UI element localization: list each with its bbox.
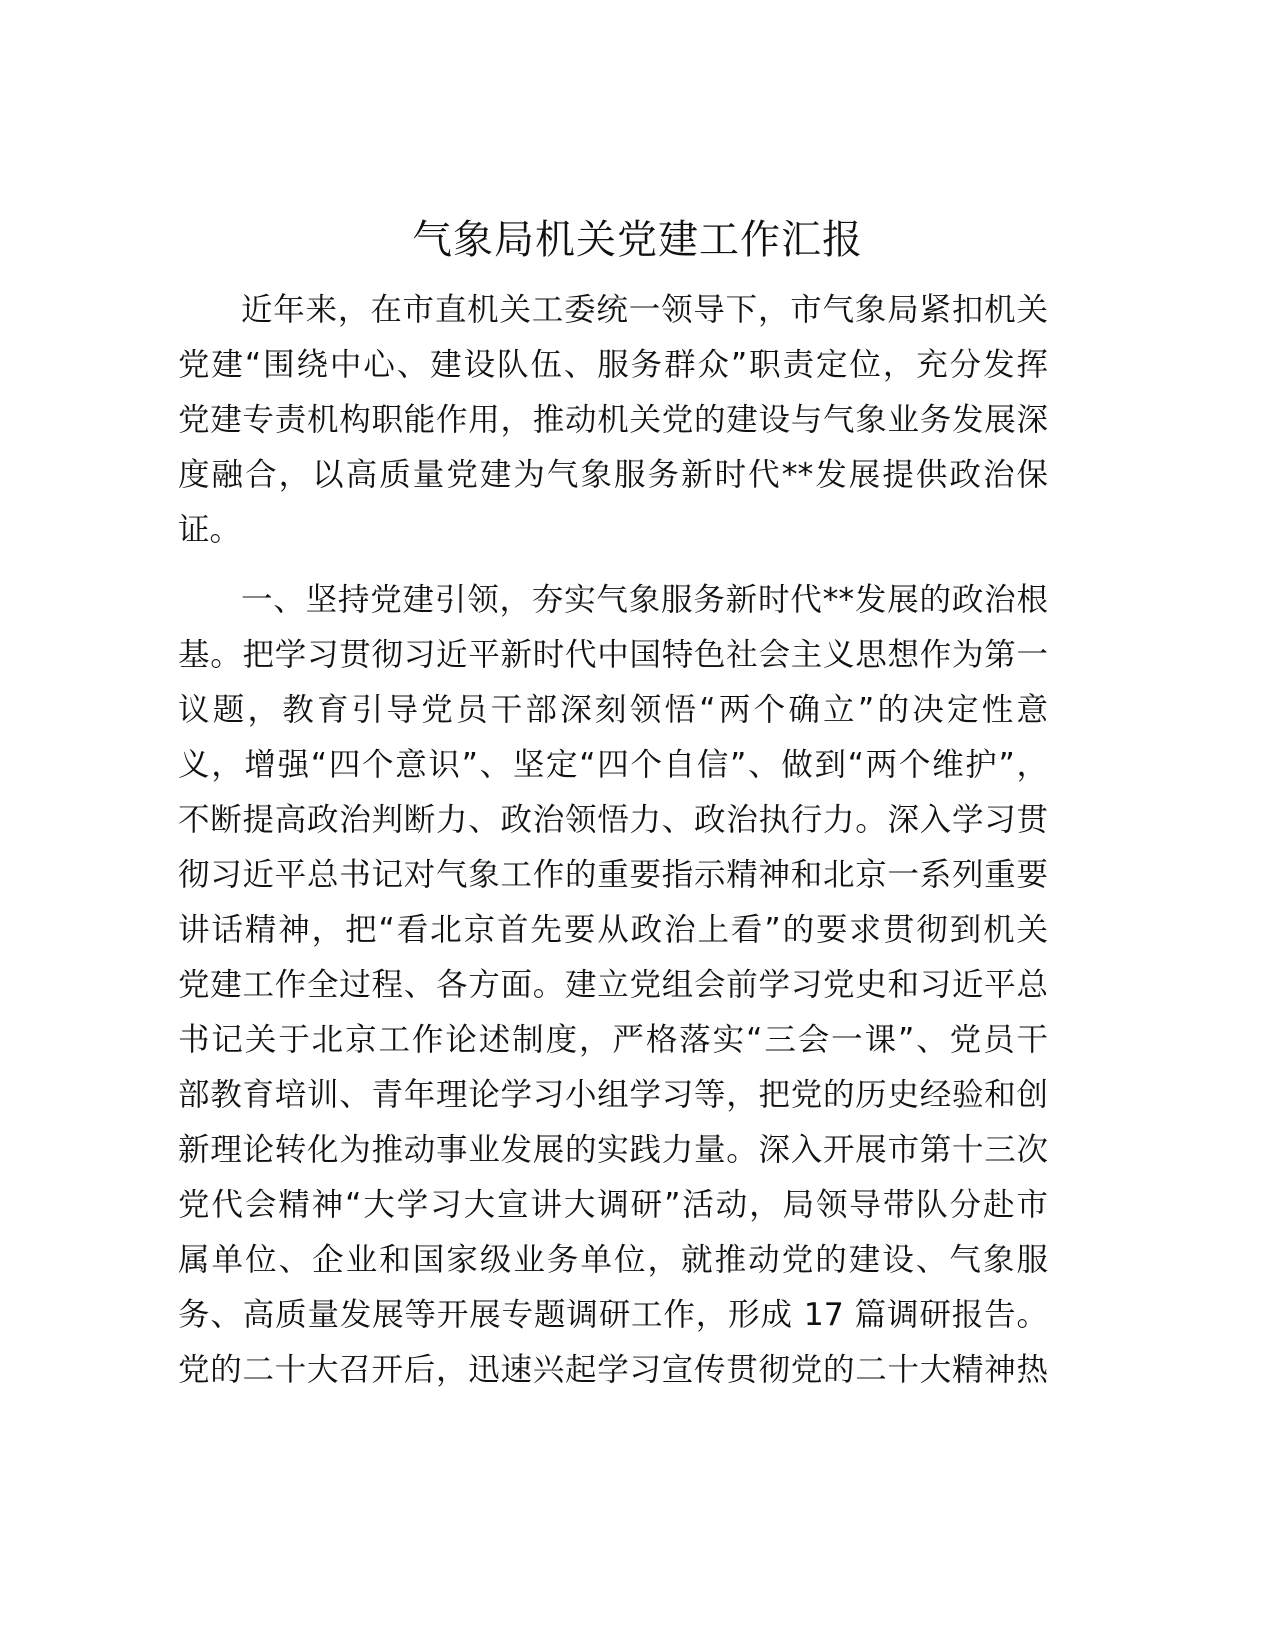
paragraph-line: 务、高质量发展等开展专题调研工作，形成 17 篇调研报告。: [178, 1297, 1048, 1333]
paragraph-line: 新理论转化为推动事业发展的实践力量。深入开展市第十三次: [178, 1132, 1048, 1168]
paragraph-intro: [178, 283, 1048, 558]
paragraph-line: 部教育培训、青年理论学习小组学习等，把党的历史经验和创: [178, 1077, 1048, 1113]
paragraph-line: 党的二十大召开后，迅速兴起学习宣传贯彻党的二十大精神热: [178, 1352, 1048, 1388]
document-title: 气象局机关党建工作汇报: [412, 217, 863, 263]
paragraph-line: 党建“围绕中心、建设队伍、服务群众”职责定位，充分发挥: [178, 347, 1048, 383]
section-heading-line: 一、坚持党建引领，夯实气象服务新时代**发展的政治根: [241, 582, 1048, 618]
paragraph-line: 义，增强“四个意识”、坚定“四个自信”、做到“两个维护”，: [178, 747, 1048, 783]
paragraph-section-1: [178, 573, 1048, 1398]
paragraph-line: 书记关于北京工作论述制度，严格落实“三会一课”、党员干: [178, 1022, 1048, 1058]
paragraph-line: 属单位、企业和国家级业务单位，就推动党的建设、气象服: [178, 1242, 1048, 1278]
paragraph-line: 党建专责机构职能作用，推动机关党的建设与气象业务发展深: [178, 402, 1048, 438]
paragraph-line: 党代会精神“大学习大宣讲大调研”活动，局领导带队分赴市: [178, 1187, 1048, 1223]
paragraph-line: 基。把学习贯彻习近平新时代中国特色社会主义思想作为第一: [178, 637, 1048, 673]
paragraph-line: 讲话精神，把“看北京首先要从政治上看”的要求贯彻到机关: [178, 912, 1048, 948]
paragraph-line: 证。: [178, 512, 242, 548]
paragraph-line: 不断提高政治判断力、政治领悟力、政治执行力。深入学习贯: [178, 802, 1048, 838]
paragraph-line: 党建工作全过程、各方面。建立党组会前学习党史和习近平总: [178, 967, 1048, 1003]
paragraph-line: 议题，教育引导党员干部深刻领悟“两个确立”的决定性意: [178, 692, 1048, 728]
paragraph-line: 度融合，以高质量党建为气象服务新时代**发展提供政治保: [178, 457, 1048, 493]
paragraph-line: 彻习近平总书记对气象工作的重要指示精神和北京一系列重要: [178, 857, 1048, 893]
paragraph-line: 近年来，在市直机关工委统一领导下，市气象局紧扣机关: [241, 292, 1048, 328]
